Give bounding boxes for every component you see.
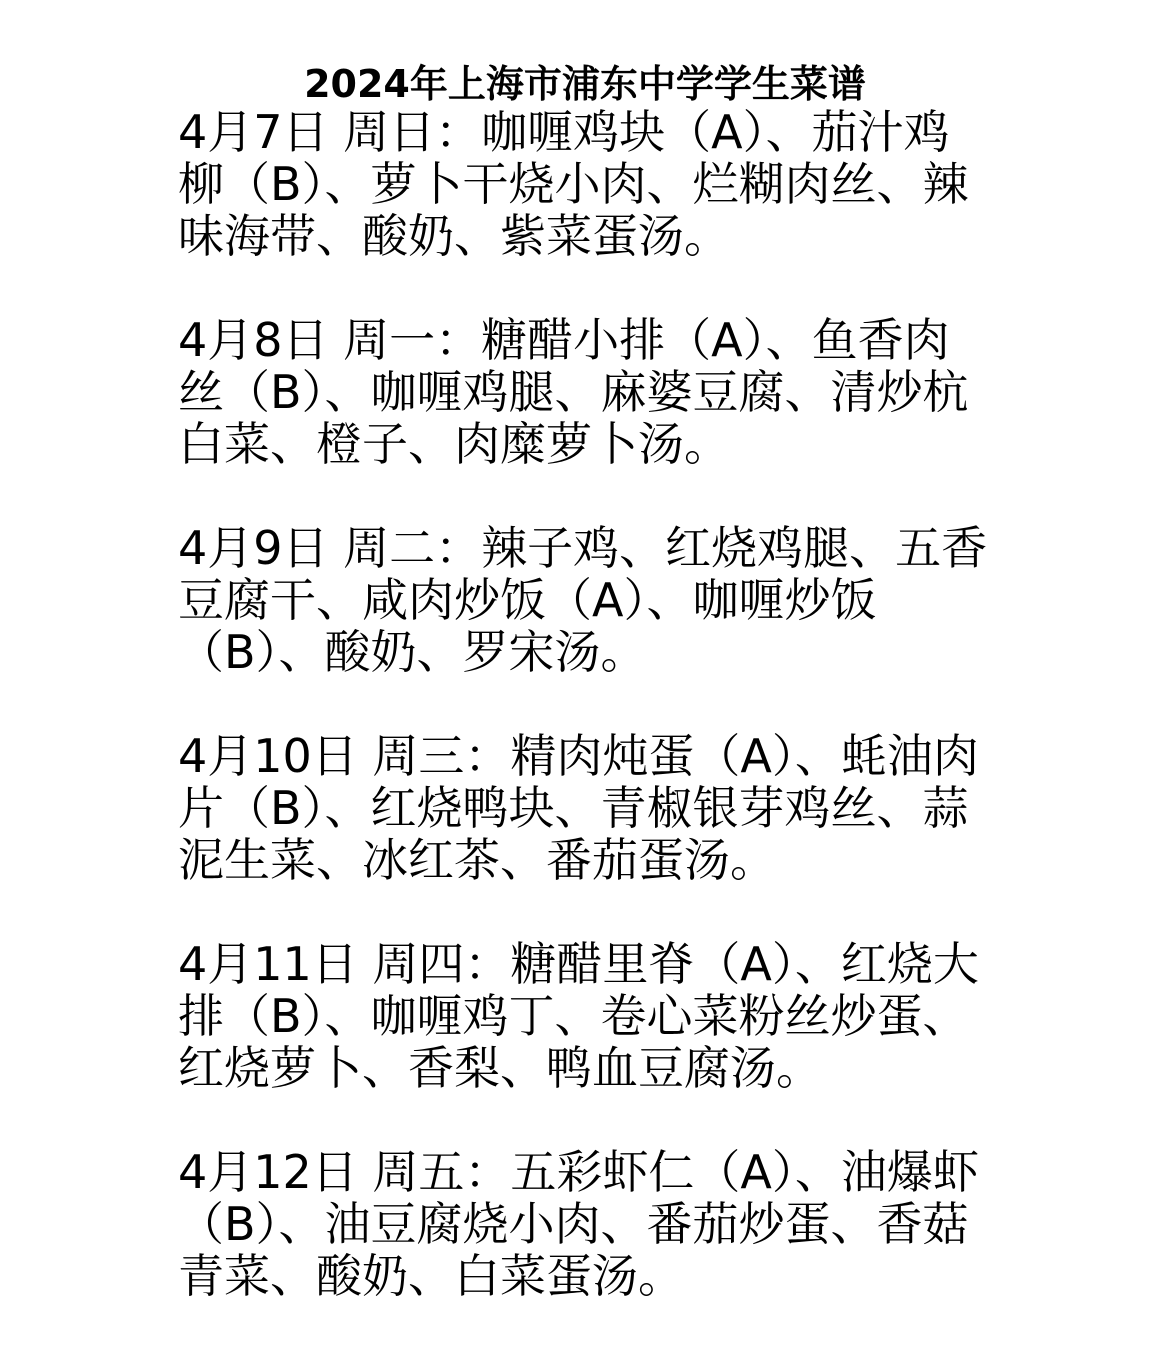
page-title: 2024年上海市浦东中学学生菜谱 [304, 62, 866, 106]
menu-entry-apr11: 4月11日 周四：糖醋里脊（A）、红烧大排（B）、咖喱鸡丁、卷心菜粉丝炒蛋、红烧萝卜、香梨、鸭血豆腐汤。 [178, 937, 979, 1095]
menu-entry-apr8: 4月8日 周一：糖醋小排（A）、鱼香肉丝（B）、咖喱鸡腿、麻婆豆腐、清炒杭白菜、橙子、肉糜萝卜汤。 [178, 313, 969, 471]
menu-entry-apr12: 4月12日 周五：五彩虾仁（A）、油爆虾（B）、油豆腐烧小肉、番茄炒蛋、香菇青菜、酸奶、白菜蛋汤。 [178, 1145, 979, 1303]
menu-entry-apr9: 4月9日 周二：辣子鸡、红烧鸡腿、五香豆腐干、咸肉炒饭（A）、咖喱炒饭（B）、酸奶、罗宋汤。 [178, 521, 988, 679]
menu-list [178, 106, 993, 1354]
menu-entry-apr10: 4月10日 周三：精肉炖蛋（A）、蚝油肉片（B）、红烧鸭块、青椒银芽鸡丝、蒜泥生菜、冰红茶、番茄蛋汤。 [178, 729, 979, 887]
menu-entry-apr7: 4月7日 周日：咖喱鸡块（A）、茄汁鸡柳（B）、萝卜干烧小肉、烂糊肉丝、辣味海带、酸奶、紫菜蛋汤。 [178, 105, 969, 263]
